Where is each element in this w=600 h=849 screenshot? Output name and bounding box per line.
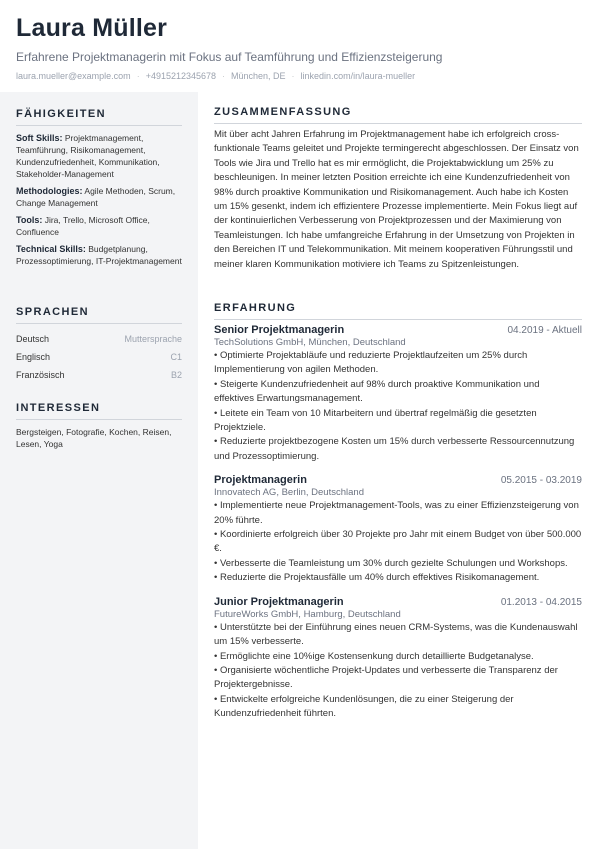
summary-text: Mit über acht Jahren Erfahrung im Projektmanagement habe ich erfolgreich cross-funktionale Teams geleitet und Projekte termingerecht abgeschlossen. Der Einsatz von Tools wie Jira und Trello hat es mir ermöglicht, die Projektabwicklung um 25% zu beschleunigen. In meiner letzten Position erreichte ich eine Kundenzufriedenheit von 98% durch proaktive Kommunikation und Risikomanagement. Auch habe ich Kosten um 15% gesenkt, indem ich effizientere Prozesse implementierte. Mein Fokus liegt auf der kontinuierlichen Verbesserung von Projektprozessen und der Maximierung von Teamleistungen. Ich habe umfangreiche Erfahrung in der Umsetzung von Projekten in den Bereichen IT und Telekommunikation. Mit meinem kooperativen Führungsstil und meiner klaren Kommunikation motiviere ich Teams zu Spitzenleistungen.	[214, 129, 579, 270]
job-date: 01.2013 - 04.2015	[500, 596, 582, 608]
experience-title: ERFAHRUNG	[214, 302, 582, 320]
interests-text: Bergsteigen, Fotografie, Kochen, Reisen, Lesen, Yoga	[16, 427, 172, 449]
summary-title: ZUSAMMENFASSUNG	[214, 106, 582, 124]
job-bullet: • Unterstützte bei der Einführung eines neuen CRM-Systems, was die Kundenauswahl um 15% verbesserte.	[214, 621, 578, 648]
language-name: Deutsch	[16, 334, 50, 344]
job-bullet: • Ermöglichte eine 10%ige Kostensenkung durch detaillierte Budgetanalyse.	[214, 650, 534, 662]
separator: ·	[222, 71, 226, 81]
main-content	[198, 92, 600, 849]
language-row	[16, 348, 182, 366]
language-row	[16, 330, 182, 348]
skills-section	[16, 108, 182, 272]
job-bullet: • Optimierte Projektabläufe und reduzierte Projektlaufzeiten um 25% durch Implementierung von agilen Methoden.	[214, 350, 528, 376]
skill-group	[16, 132, 182, 180]
skill-text: Jira, Trello, Microsoft Office, Confluence	[16, 215, 150, 237]
interests-title: INTERESSEN	[16, 402, 182, 420]
job-title: Junior Projektmanagerin	[214, 595, 344, 608]
languages-title: SPRACHEN	[16, 306, 182, 324]
job-date: 04.2019 - Aktuell	[507, 325, 582, 336]
job-bullet: • Entwickelte erfolgreiche Kundenlösungen, die zu einer Steigerung der Kundenzufriedenheit führten.	[214, 693, 514, 720]
language-name: Englisch	[16, 352, 51, 362]
job-bullet: • Implementierte neue Projektmanagement-Tools, was zu einer Effizienzsteigerung von 20% führte.	[214, 500, 579, 526]
languages-section	[16, 306, 182, 384]
language-row	[16, 366, 182, 384]
interests-section	[16, 402, 182, 450]
skill-group	[16, 214, 182, 238]
phone-text[interactable]: +4915212345678	[145, 71, 217, 81]
job-company: TechSolutions GmbH, München, Deutschland	[214, 337, 406, 348]
language-level: Muttersprache	[124, 334, 182, 344]
summary-section	[214, 106, 582, 272]
linkedin-link[interactable]: linkedin.com/in/laura-mueller	[300, 71, 416, 81]
resume-header	[0, 0, 600, 92]
contact-bar	[16, 71, 415, 81]
job-entry	[214, 596, 582, 722]
language-level: C1	[170, 352, 182, 362]
language-name: Französisch	[16, 370, 65, 380]
job-bullet: • Organisierte wöchentliche Projekt-Updates und verbesserte die Transparenz der Projektergebnisse.	[214, 664, 558, 691]
job-header	[214, 474, 582, 486]
sidebar	[0, 92, 198, 849]
skill-text: Budgetplanung, Prozessoptimierung, IT-Projektmanagement	[16, 244, 182, 266]
skill-label: Tools:	[16, 215, 43, 225]
language-level: B2	[170, 370, 182, 380]
skill-group	[16, 243, 182, 267]
job-company: FutureWorks GmbH, Hamburg, Deutschland	[214, 608, 401, 620]
job-entry	[214, 324, 582, 464]
skill-text: Agile Methoden, Scrum, Change Management	[16, 186, 176, 208]
candidate-tagline: Erfahrene Projektmanagerin mit Fokus auf Teamführung und Effizienzsteigerung	[16, 50, 443, 64]
email-link[interactable]: laura.mueller@example.com	[16, 71, 131, 81]
separator: ·	[291, 71, 295, 81]
job-bullet: • Leitete ein Team von 10 Mitarbeitern und übertraf regelmäßig die gesetzten Projektziele.	[214, 407, 537, 434]
job-bullet: • Steigerte Kundenzufriedenheit auf 98% durch proaktive Kommunikation und effektives Erwartungsmanagement.	[214, 378, 540, 405]
job-entry	[214, 474, 582, 585]
job-title: Projektmanagerin	[214, 474, 307, 487]
skills-title: FÄHIGKEITEN	[16, 108, 182, 126]
job-date: 05.2015 - 03.2019	[500, 475, 582, 487]
job-bullet: • Koordinierte erfolgreich über 30 Projekte pro Jahr mit einem Budget von über 500.000 €.	[214, 529, 582, 555]
job-bullet: • Reduzierte projektbezogene Kosten um 15% durch verbesserte Ressourcennutzung und Prozessoptimierung.	[214, 436, 575, 462]
job-bullet: • Verbesserte die Teamleistung um 30% durch gezielte Schulungen und Workshops.	[214, 557, 568, 569]
job-company: Innovatech AG, Berlin, Deutschland	[214, 487, 364, 499]
skill-label: Soft Skills:	[16, 133, 63, 143]
job-header	[214, 596, 582, 608]
job-bullet: • Reduzierte die Projektausfälle um 40% durch effektives Risikomanagement.	[214, 572, 540, 584]
skill-group	[16, 185, 182, 209]
separator: ·	[136, 71, 140, 81]
skill-text: Projektmanagement, Teamführung, Risikomanagement, Kundenzufriedenheit, Kommunikation, Stakeholder-Management	[16, 133, 160, 179]
location-text: München, DE	[231, 71, 286, 81]
skill-label: Technical Skills:	[16, 244, 86, 254]
job-header	[214, 324, 582, 336]
experience-section	[214, 302, 582, 732]
candidate-name: Laura Müller	[16, 14, 168, 42]
skill-label: Methodologies:	[16, 186, 83, 196]
job-title: Senior Projektmanagerin	[214, 324, 345, 336]
